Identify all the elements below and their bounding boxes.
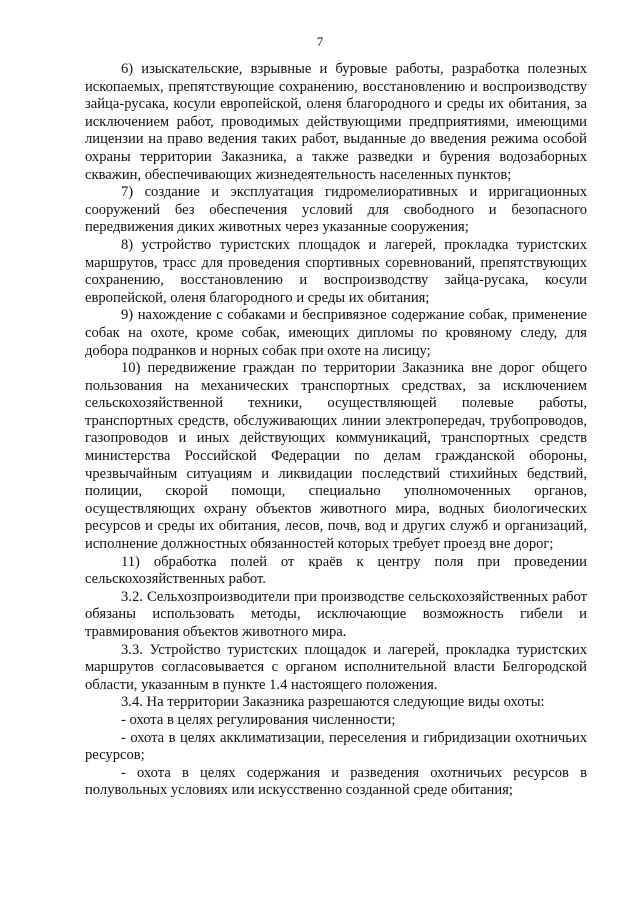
paragraph-section-3-2: 3.2. Сельхозпроизводители при производстве сельскохозяйственных работ обязаны использовать методы, исключающие возможность гибели и травмирования объектов животного мира. — [85, 588, 587, 640]
list-item-hunting-acclimatization: - охота в целях акклиматизации, переселения и гибридизации охотничьих ресурсов; — [85, 729, 587, 764]
document-body — [85, 61, 587, 800]
paragraph-item-11: 11) обработка полей от краёв к центру поля при проведении сельскохозяйственных работ. — [85, 553, 587, 588]
page-number: 7 — [316, 34, 324, 49]
paragraph-section-3-3: 3.3. Устройство туристских площадок и лагерей, прокладка туристских маршрутов согласовывается с органом исполнительной власти Белгородской области, указанным в пункте 1.4 настоящего положения. — [85, 641, 587, 693]
paragraph-item-8: 8) устройство туристских площадок и лагерей, прокладка туристских маршрутов, трасс для проведения спортивных соревнований, препятствующих сохранению, восстановлению и воспроизводству зайца-русака, косули европейской, оленя благородного и среды их обитания; — [85, 236, 587, 306]
list-item-hunting-breeding: - охота в целях содержания и разведения охотничьих ресурсов в полувольных условиях или искусственно созданной среде обитания; — [85, 764, 587, 799]
paragraph-item-6: 6) изыскательские, взрывные и буровые работы, разработка полезных ископаемых, препятствующие сохранению, восстановлению и воспроизводству зайца-русака, косули европейской, оленя благородного и среды их обитания, за исключением работ, проводимых действующими предприятиями, имеющими лицензии на право ведения таких работ, выданные до введения режима особой охраны территории Заказника, а также разведки и бурения водозаборных скважин, обеспечивающих жизнедеятельность населенных пунктов; — [85, 61, 587, 183]
paragraph-item-7: 7) создание и эксплуатация гидромелиоративных и ирригационных сооружений без обеспечения условий для свободного и безопасного передвижения диких животных через указанные сооружения; — [85, 184, 587, 236]
paragraph-section-3-4: 3.4. На территории Заказника разрешаются следующие виды охоты: — [121, 694, 545, 711]
list-item-hunting-regulation: - охота в целях регулирования численности; — [121, 711, 396, 728]
paragraph-item-10: 10) передвижение граждан по территории Заказника вне дорог общего пользования на механических транспортных средствах, за исключением сельскохозяйственной техники, осуществляющей полевые работы, транспортных средств, обслуживающих линии электропередач, трубопроводов, газопроводов и иных действующих коммуникаций, транспортных средств министерства Российской Федерации по делам гражданской обороны, чрезвычайным ситуациям и ликвидации последствий стихийных бедствий, полиции, скорой помощи, специально уполномоченных органов, осуществляющих охрану объектов животного мира, водных биологических ресурсов и среды их обитания, лесов, почв, вод и других служб и организаций, исполнение должностных обязанностей которых требует проезд вне дорог; — [85, 360, 587, 553]
paragraph-item-9: 9) нахождение с собаками и беспривязное содержание собак, применение собак на охоте, кроме собак, имеющих дипломы по кровяному следу, для добора подранков и норных собак при охоте на лисицу; — [85, 307, 587, 359]
